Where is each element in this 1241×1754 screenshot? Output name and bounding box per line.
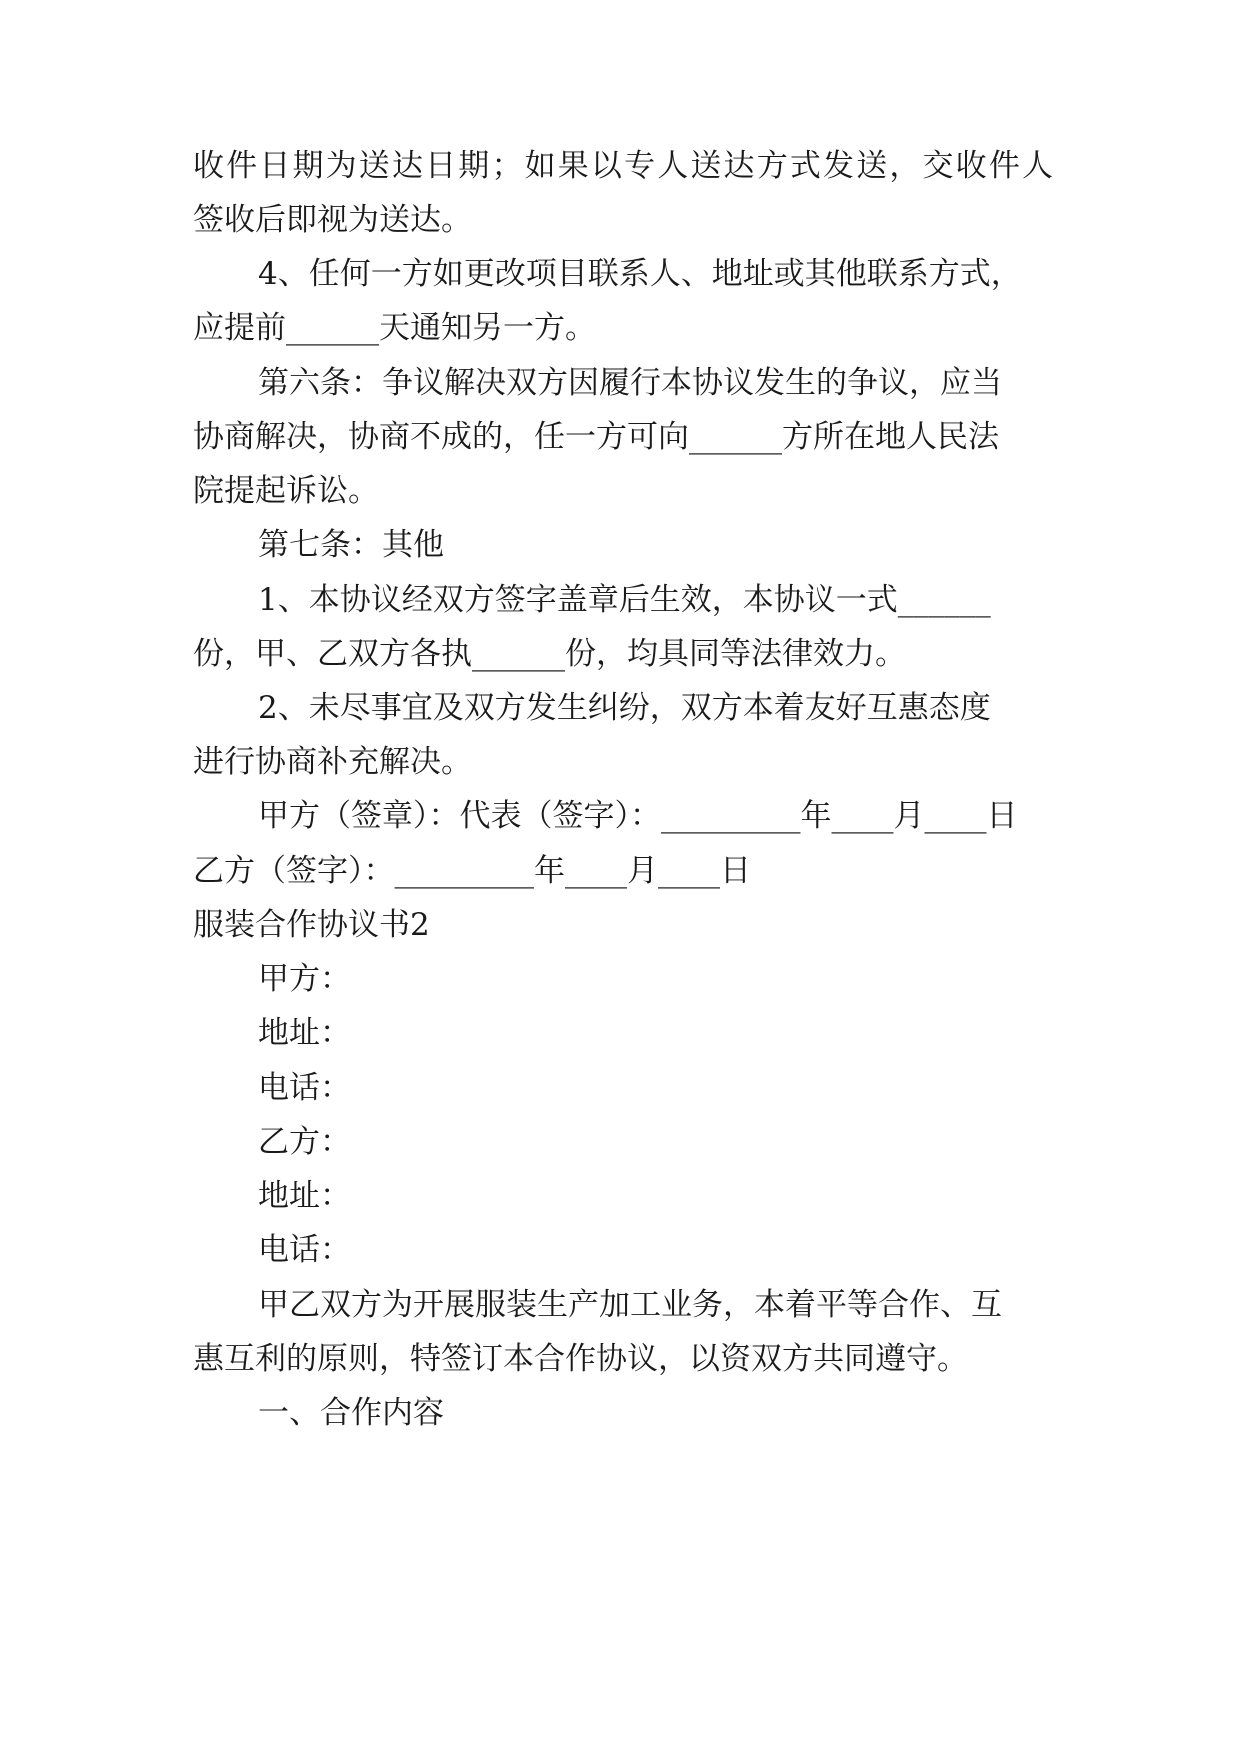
signature-line: 甲方（签章）：代表（签字）：_________年____月____日 xyxy=(258,798,1018,834)
signature-line: 乙方（签字）：_________年____月____日 xyxy=(193,853,751,889)
text-line: 1、本协议经双方签字盖章后生效，本协议一式______ xyxy=(258,582,991,618)
text-line: 2、未尽事宜及双方发生纠纷，双方本着友好互惠态度 xyxy=(258,690,991,726)
text-line: 进行协商补充解决。 xyxy=(193,744,472,780)
text-line: 第六条：争议解决双方因履行本协议发生的争议，应当 xyxy=(258,365,1002,401)
text-line: 收件日期为送达日期；如果以专人送达方式发送，交收件人 xyxy=(193,148,1053,184)
address-label: 地址： xyxy=(258,1015,351,1051)
section-heading: 第七条：其他 xyxy=(258,527,444,563)
text-line: 应提前______天通知另一方。 xyxy=(193,310,596,346)
party-b-label: 乙方： xyxy=(258,1124,351,1160)
text-line: 4、任何一方如更改项目联系人、地址或其他联系方式， xyxy=(258,256,1022,292)
party-a-label: 甲方： xyxy=(258,961,351,997)
section-heading: 一、合作内容 xyxy=(258,1395,444,1431)
text-line: 甲乙双方为开展服装生产加工业务，本着平等合作、互 xyxy=(258,1287,1002,1323)
phone-label: 电话： xyxy=(258,1232,351,1268)
text-line: 惠互利的原则，特签订本合作协议，以资双方共同遵守。 xyxy=(193,1341,968,1377)
text-line: 签收后即视为送达。 xyxy=(193,202,472,238)
address-label: 地址： xyxy=(258,1178,351,1214)
text-line: 院提起诉讼。 xyxy=(193,473,379,509)
text-line: 协商解决，协商不成的，任一方可向______方所在地人民法 xyxy=(193,419,999,455)
phone-label: 电话： xyxy=(258,1070,351,1106)
document-title: 服装合作协议书2 xyxy=(193,907,430,943)
text-line: 份，甲、乙双方各执______份，均具同等法律效力。 xyxy=(193,636,906,672)
